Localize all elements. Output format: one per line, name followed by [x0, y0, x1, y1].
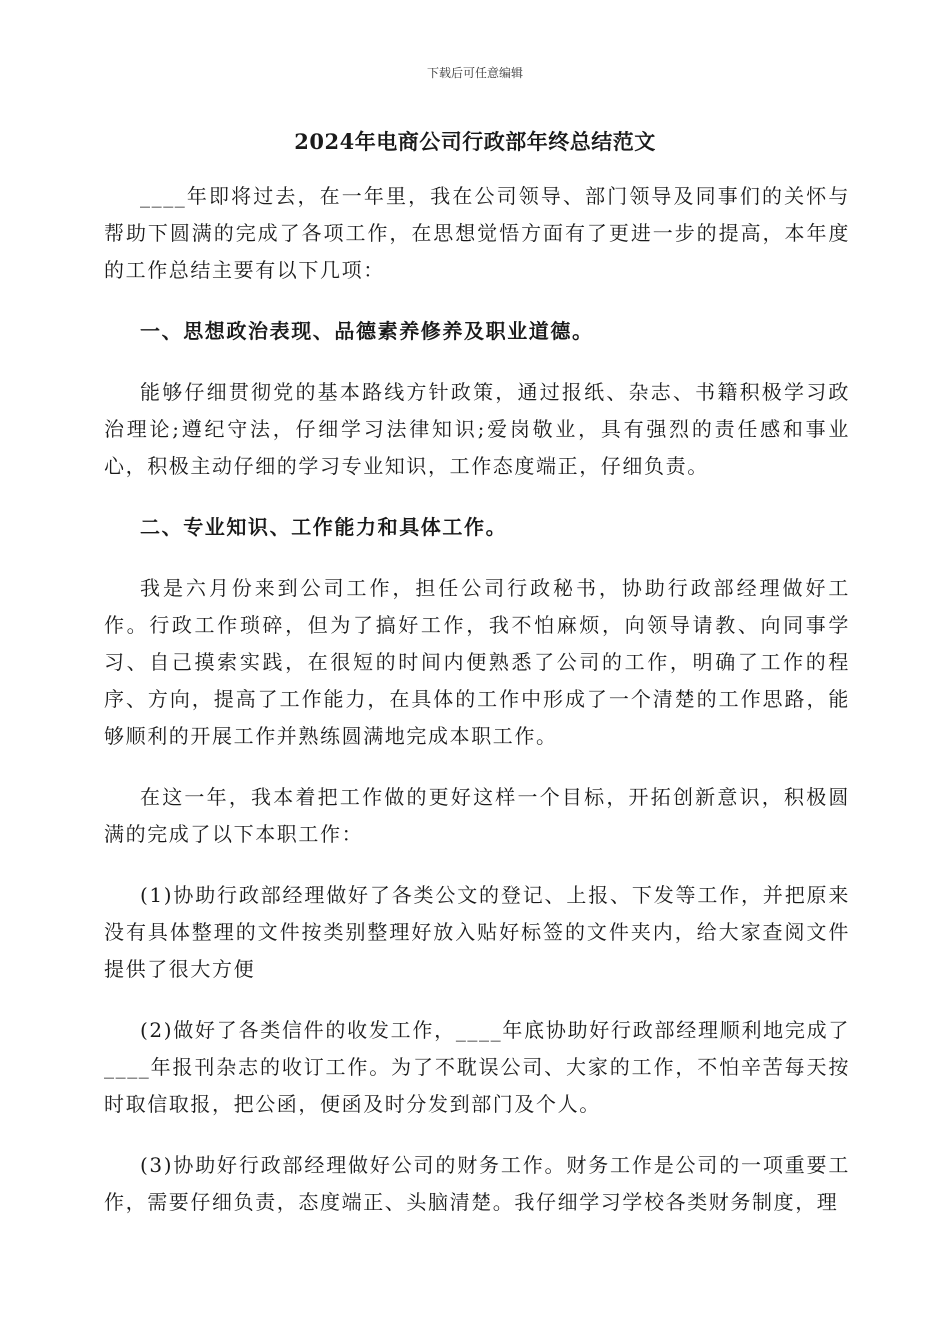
duty-item-1: (1)协助行政部经理做好了各类公文的登记、上报、下发等工作，并把原来没有具体整理的文件按类别整理好放入贴好标签的文件夹内，给大家查阅文件提供了很大方便 — [104, 883, 850, 981]
section-heading-2: 二、专业知识、工作能力和具体工作。 — [140, 515, 508, 539]
section-2-paragraph: 我是六月份来到公司工作，担任公司行政秘书，协助行政部经理做好工作。行政工作琐碎，但为了搞好工作，我不怕麻烦，向领导请教、向同事学习、自己摸索实践，在很短的时间内便熟悉了公司的工作，明确了工作的程序、方向，提高了工作能力，在具体的工作中形成了一个清楚的工作思路，能够顺利的开展工作并熟练圆满地完成本职工作。 — [104, 576, 850, 748]
duties-intro-paragraph: 在这一年，我本着把工作做的更好这样一个目标，开拓创新意识，积极圆满的完成了以下本职工作： — [104, 785, 850, 846]
duty-item-3: (3)协助好行政部经理做好公司的财务工作。财务工作是公司的一项重要工作，需要仔细负责，态度端正、头脑清楚。我仔细学习学校各类财务制度，理 — [104, 1153, 850, 1214]
document-title: 2024年电商公司行政部年终总结范文 — [294, 129, 656, 154]
section-heading-1: 一、思想政治表现、品德素养修养及职业道德。 — [140, 319, 594, 343]
header-note: 下载后可任意编辑 — [426, 66, 523, 80]
intro-paragraph: ____年即将过去，在一年里，我在公司领导、部门领导及同事们的关怀与帮助下圆满的完成了各项工作，在思想觉悟方面有了更进一步的提高，本年度的工作总结主要有以下几项： — [104, 184, 850, 282]
document-body — [104, 178, 850, 1245]
section-1-paragraph: 能够仔细贯彻党的基本路线方针政策，通过报纸、杂志、书籍积极学习政治理论;遵纪守法，仔细学习法律知识;爱岗敬业，具有强烈的责任感和事业心，积极主动仔细的学习专业知识，工作态度端正，仔细负责。 — [104, 380, 850, 478]
duty-item-2: (2)做好了各类信件的收发工作，____年底协助好行政部经理顺利地完成了____年报刊杂志的收订工作。为了不耽误公司、大家的工作，不怕辛苦每天按时取信取报，把公函，便函及时分发到部门及个人。 — [104, 1018, 850, 1116]
